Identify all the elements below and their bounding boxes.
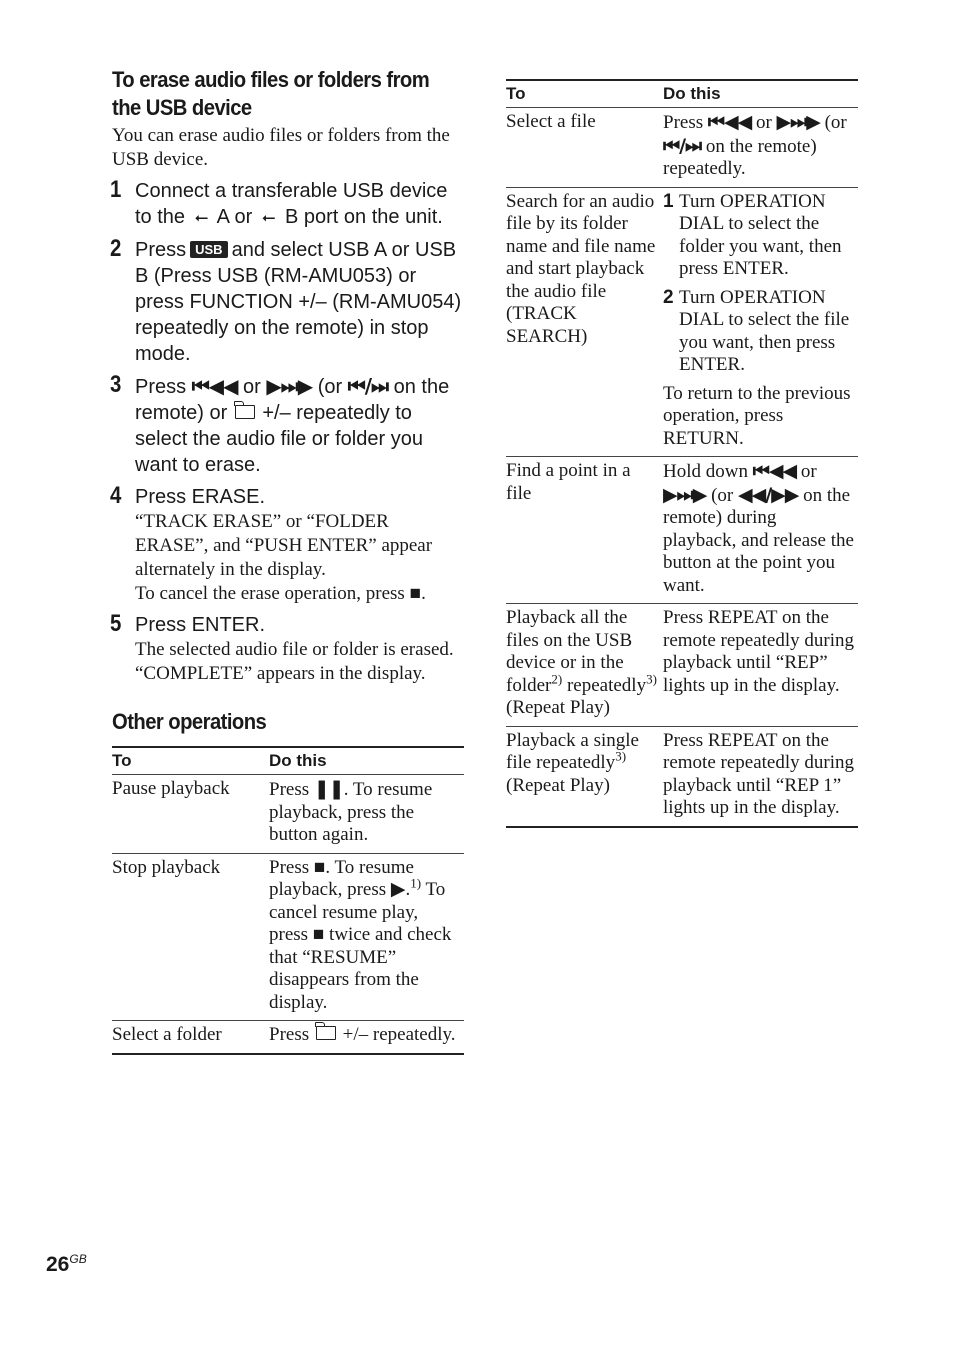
cell-do bbox=[663, 187, 858, 457]
page-region-suffix: GB bbox=[69, 1252, 87, 1266]
table-row bbox=[506, 108, 858, 188]
table-row bbox=[506, 604, 858, 727]
stop-icon: ■ bbox=[312, 924, 325, 945]
table-header-row bbox=[112, 747, 464, 775]
cell-to: Stop playback bbox=[112, 853, 269, 1021]
folder-icon bbox=[235, 405, 255, 419]
stop-icon: ■ bbox=[409, 583, 422, 604]
left-column bbox=[112, 66, 464, 1055]
step-note: The selected audio file or folder is erased. bbox=[135, 639, 454, 660]
cell-to: Find a point in a file bbox=[506, 457, 663, 604]
step-note: “COMPLETE” appears in the display. bbox=[135, 663, 426, 684]
step-number: 5 bbox=[110, 610, 122, 637]
step-text: Press ENTER. bbox=[135, 614, 266, 636]
cell-do: Press REPEAT on the remote repeatedly during playback until “REP” lights up in the display. bbox=[663, 604, 858, 727]
step-note: “TRACK ERASE” or “FOLDER ERASE”, and “PUSH ENTER” appear alternately in the display. bbox=[135, 511, 433, 580]
intro-text: You can erase audio files or folders from the USB device. bbox=[112, 125, 450, 170]
prev-rewind-icon: ⏮◀◀ bbox=[707, 111, 752, 133]
cell-do: Press +/– repeatedly. bbox=[269, 1021, 464, 1054]
usb-button-icon: USB bbox=[190, 241, 227, 258]
step-5 bbox=[112, 612, 464, 686]
section-title-erase: To erase audio files or folders from the USB device bbox=[112, 67, 430, 120]
step-text: Press ERASE. bbox=[135, 486, 266, 508]
step-4 bbox=[112, 484, 464, 606]
step-number: 2 bbox=[110, 235, 122, 262]
cell-do: Hold down ⏮◀◀ or ▶⏭▶ (or ◀◀/▶▶ on the remote) during playback, and release the button at the point you want. bbox=[663, 457, 858, 604]
table-row bbox=[112, 775, 464, 854]
column-header-to: To bbox=[506, 80, 663, 108]
usb-port-icon: ⭠ bbox=[194, 208, 209, 228]
next-forward-icon: ▶⏭▶ bbox=[776, 111, 820, 133]
page-number: $26^{GB}$ bbox=[46, 1252, 87, 1276]
cell-do: Press REPEAT on the remote repeatedly during playback until “REP 1” lights up in the display. bbox=[663, 726, 858, 827]
step-text: Press ⏮◀◀ or ▶⏭▶ (or ⏮/⏭ on the remote) or +/– repeatedly to select the audio file or folder you want to erase. bbox=[135, 374, 450, 476]
table-row bbox=[112, 853, 464, 1021]
column-header-to: To bbox=[112, 747, 269, 775]
prev-rewind-icon: ⏮◀◀ bbox=[191, 374, 238, 398]
step-note: To cancel the erase operation, press ■. bbox=[135, 583, 426, 604]
cell-to: Pause playback bbox=[112, 775, 269, 854]
prev-next-icon: ⏮/⏭ bbox=[347, 374, 389, 398]
prev-rewind-icon: ⏮◀◀ bbox=[752, 460, 797, 482]
column-header-do-this: Do this bbox=[663, 80, 858, 108]
step-text: Connect a transferable USB device to the ⭠ A or ⭠ B port on the unit. bbox=[135, 180, 448, 228]
step-text: Press USB and select USB A or USB B (Press USB (RM-AMU053) or press FUNCTION +/– (RM-AMU054) repeatedly on the remote) in stop mode. bbox=[135, 239, 462, 365]
operations-table-right bbox=[506, 79, 858, 828]
usb-port-icon: ⭠ bbox=[261, 208, 276, 228]
sub-step: 1 Turn OPERATION DIAL to select the folder you want, then press ENTER. bbox=[663, 190, 842, 279]
pause-icon: ❚❚ bbox=[313, 778, 344, 800]
section-title-other-operations: Other operations bbox=[112, 709, 267, 734]
step-1 bbox=[112, 178, 464, 231]
cell-do: Press ■. To resume playback, press ▶.$^{1)}$ To cancel resume play, press ■ twice and check that “RESUME” disappears from the display. bbox=[269, 853, 464, 1021]
table-row bbox=[112, 1021, 464, 1054]
cell-to: Search for an audio file by its folder name and file name and start playback the audio file (TRACK SEARCH) bbox=[506, 187, 663, 457]
rewind-forward-icon: ◀◀/▶▶ bbox=[737, 483, 799, 506]
step-3 bbox=[112, 373, 464, 478]
table-row bbox=[506, 187, 858, 457]
cell-note: To return to the previous operation, press RETURN. bbox=[663, 382, 851, 449]
table-header-row bbox=[506, 80, 858, 108]
column-header-do-this: Do this bbox=[269, 747, 464, 775]
table-row bbox=[506, 726, 858, 827]
folder-icon bbox=[316, 1026, 336, 1040]
cell-to: Playback all the files on the USB device or in the folder$^{2)}$ repeatedly$^{3)}$ (Repeat Play) bbox=[506, 604, 663, 727]
cell-to: Select a folder bbox=[112, 1021, 269, 1054]
step-number: 1 bbox=[110, 176, 122, 203]
sub-step: 2 Turn OPERATION DIAL to select the file you want, then press ENTER. bbox=[663, 286, 850, 375]
cell-to: Select a file bbox=[506, 108, 663, 188]
prev-next-icon: ⏮/⏭ bbox=[663, 134, 702, 157]
cell-to: Playback a single file repeatedly$^{3)}$ (Repeat Play) bbox=[506, 726, 663, 827]
cell-do: Press ❚❚. To resume playback, press the button again. bbox=[269, 775, 464, 854]
next-forward-icon: ▶⏭▶ bbox=[663, 483, 707, 506]
cell-do: Press ⏮◀◀ or ▶⏭▶ (or ⏮/⏭ on the remote) repeatedly. bbox=[663, 108, 858, 188]
step-number: 4 bbox=[110, 482, 122, 509]
next-forward-icon: ▶⏭▶ bbox=[266, 374, 313, 398]
stop-icon: ■ bbox=[313, 856, 326, 878]
step-number: 3 bbox=[110, 371, 122, 398]
table-row bbox=[506, 457, 858, 604]
step-2 bbox=[112, 237, 464, 367]
right-column bbox=[506, 79, 858, 828]
play-icon: ▶ bbox=[390, 879, 406, 900]
operations-table-left bbox=[112, 746, 464, 1055]
